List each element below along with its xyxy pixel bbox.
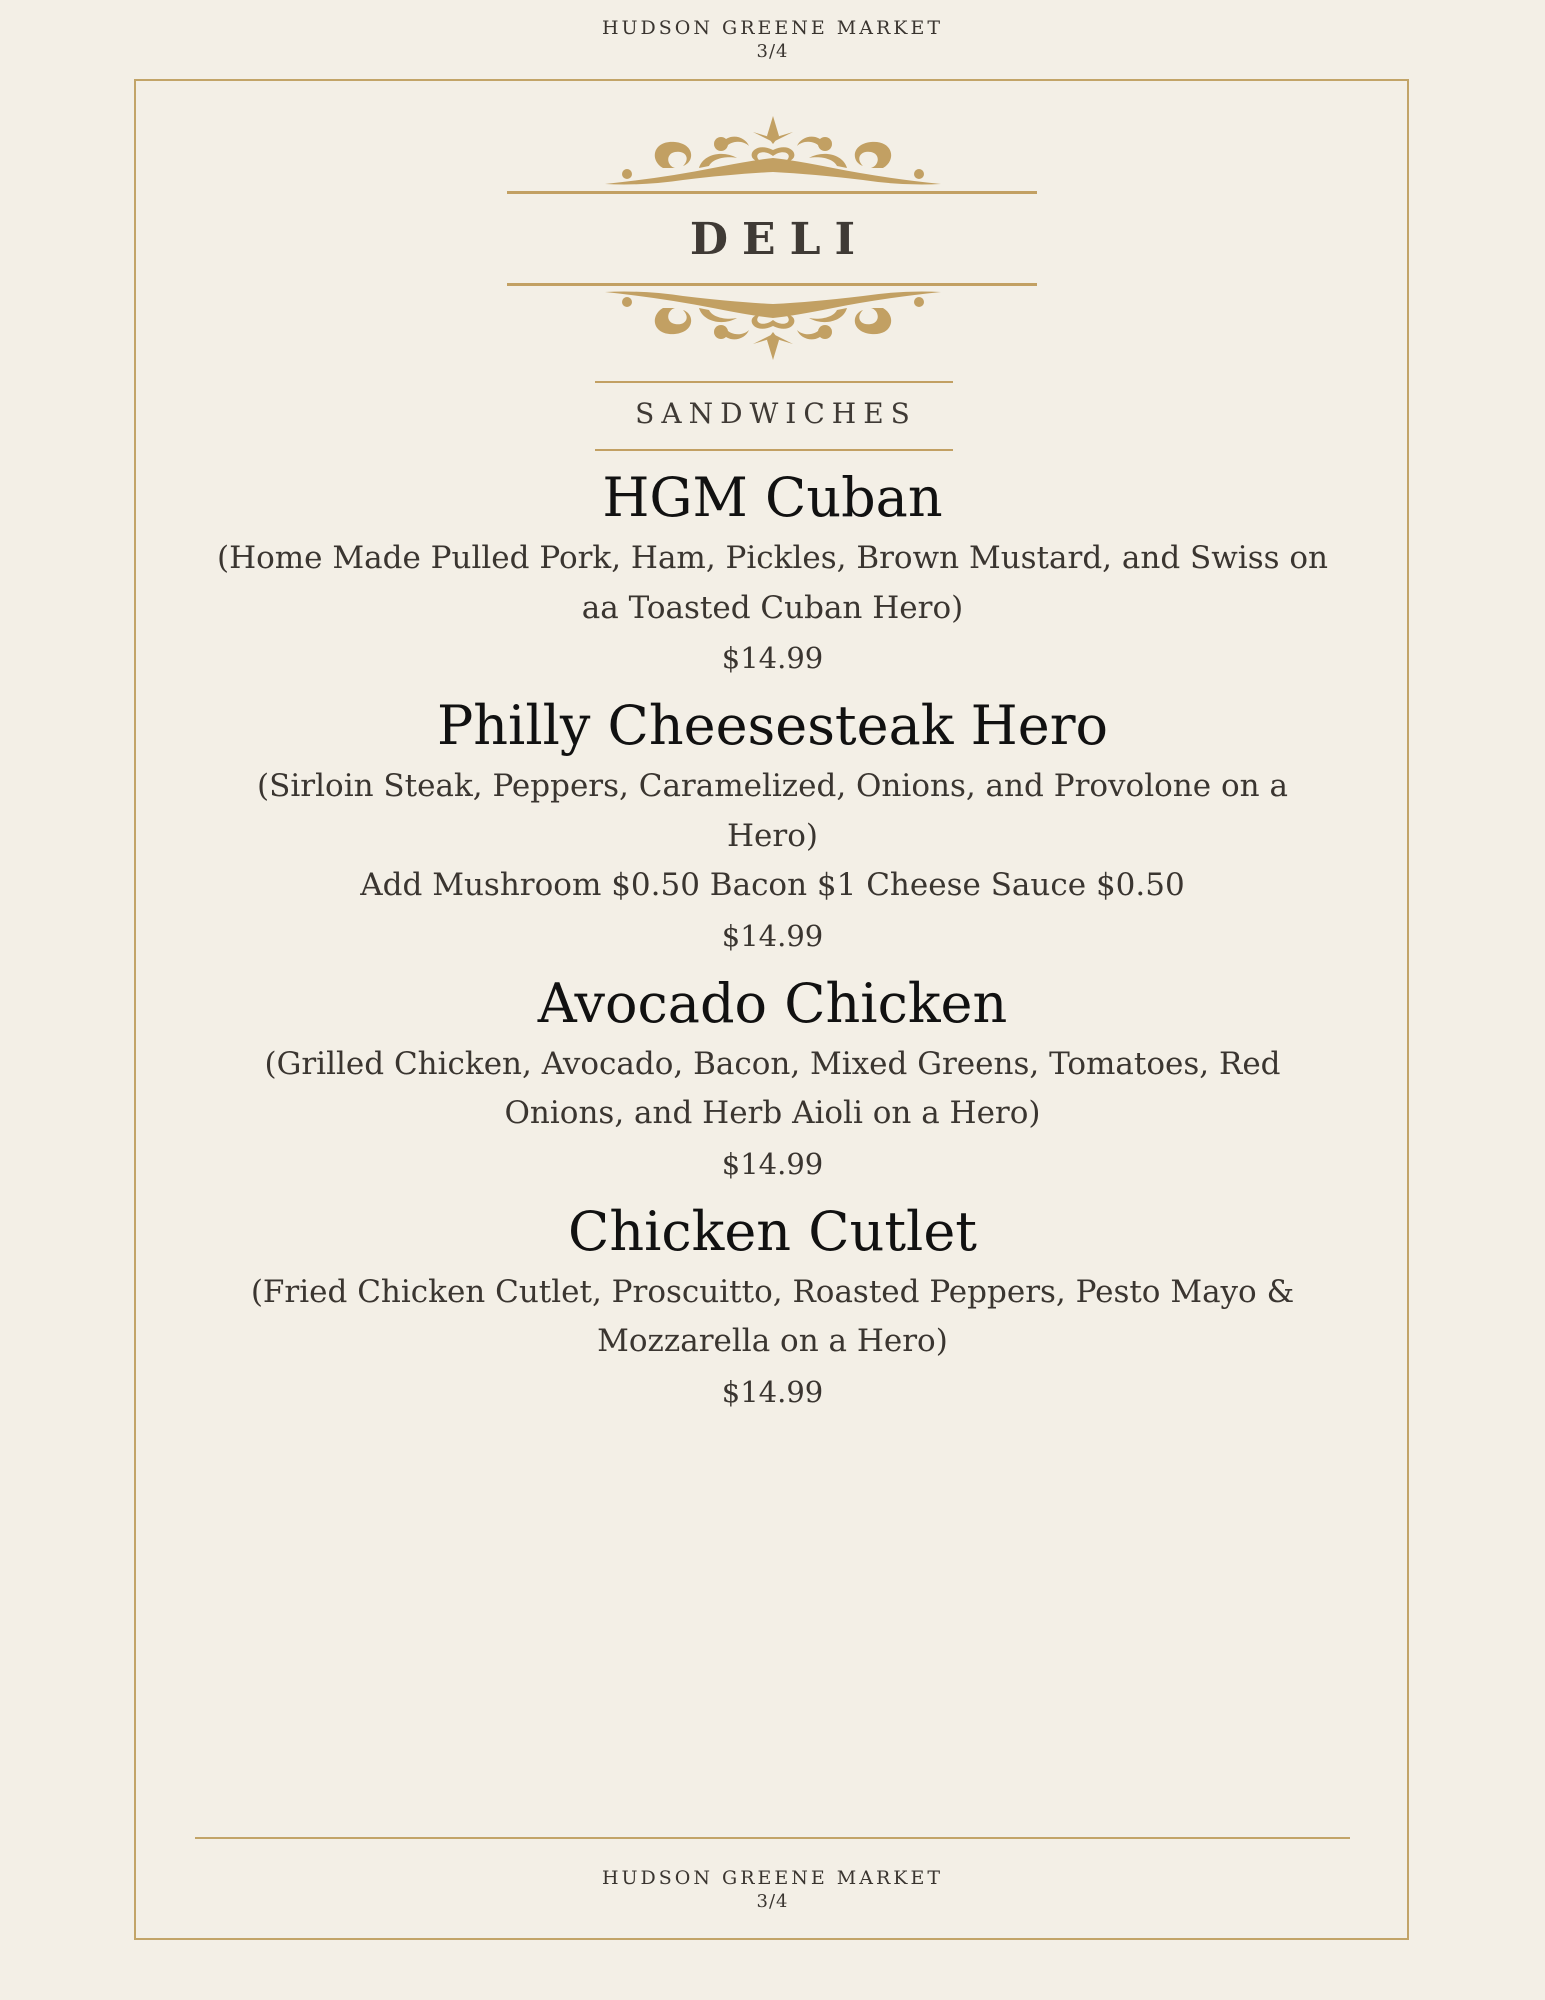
section-top-rule xyxy=(595,381,953,383)
menu-item-description: (Home Made Pulled Pork, Ham, Pickles, Brown Mustard, and Swiss on aa Toasted Cuban Hero) xyxy=(216,540,1329,626)
running-footer xyxy=(0,1866,1545,1914)
header-page-number: 3/4 xyxy=(756,41,789,62)
menu-item-price: $14.99 xyxy=(721,1374,824,1409)
menu-item-name: Avocado Chicken xyxy=(537,971,1008,1035)
menu-item xyxy=(213,1196,1333,1417)
menu-item-name: Chicken Cutlet xyxy=(568,1199,977,1263)
header-market-name: HUDSON GREENE MARKET xyxy=(601,17,944,39)
menu-item xyxy=(213,968,1333,1189)
menu-item-addons: Add Mushroom $0.50 Bacon $1 Cheese Sauce $0.50 xyxy=(360,867,1185,903)
flourish-bottom-icon xyxy=(603,286,943,362)
section-heading: SANDWICHES xyxy=(635,397,917,430)
section-bottom-rule xyxy=(595,449,953,451)
top-flourish-ornament xyxy=(0,114,1545,190)
menu-item xyxy=(213,462,1333,683)
title-top-rule xyxy=(507,191,1037,194)
footer-rule xyxy=(195,1837,1350,1839)
running-header xyxy=(0,16,1545,64)
menu-item-list xyxy=(0,462,1545,1424)
footer-page-number: 3/4 xyxy=(756,1891,789,1912)
menu-item-price: $14.99 xyxy=(721,918,824,953)
menu-item-description: (Fried Chicken Cutlet, Proscuitto, Roasted Peppers, Pesto Mayo & Mozzarella on a Hero) xyxy=(250,1273,1295,1359)
menu-item-price: $14.99 xyxy=(721,1146,824,1181)
footer-market-name: HUDSON GREENE MARKET xyxy=(601,1867,944,1889)
bottom-flourish-ornament xyxy=(0,286,1545,362)
menu-item-price: $14.99 xyxy=(721,641,824,675)
page-title: DELI xyxy=(689,214,870,265)
menu-item-description: (Sirloin Steak, Peppers, Caramelized, Onions, and Provolone on a Hero) xyxy=(257,768,1288,854)
menu-item xyxy=(213,690,1333,961)
menu-item-description: (Grilled Chicken, Avocado, Bacon, Mixed Greens, Tomatoes, Red Onions, and Herb Aioli on a Hero) xyxy=(264,1045,1281,1131)
flourish-top-icon xyxy=(603,114,943,190)
menu-item-name: Philly Cheesesteak Hero xyxy=(436,694,1109,757)
menu-item-name: HGM Cuban xyxy=(602,466,943,529)
